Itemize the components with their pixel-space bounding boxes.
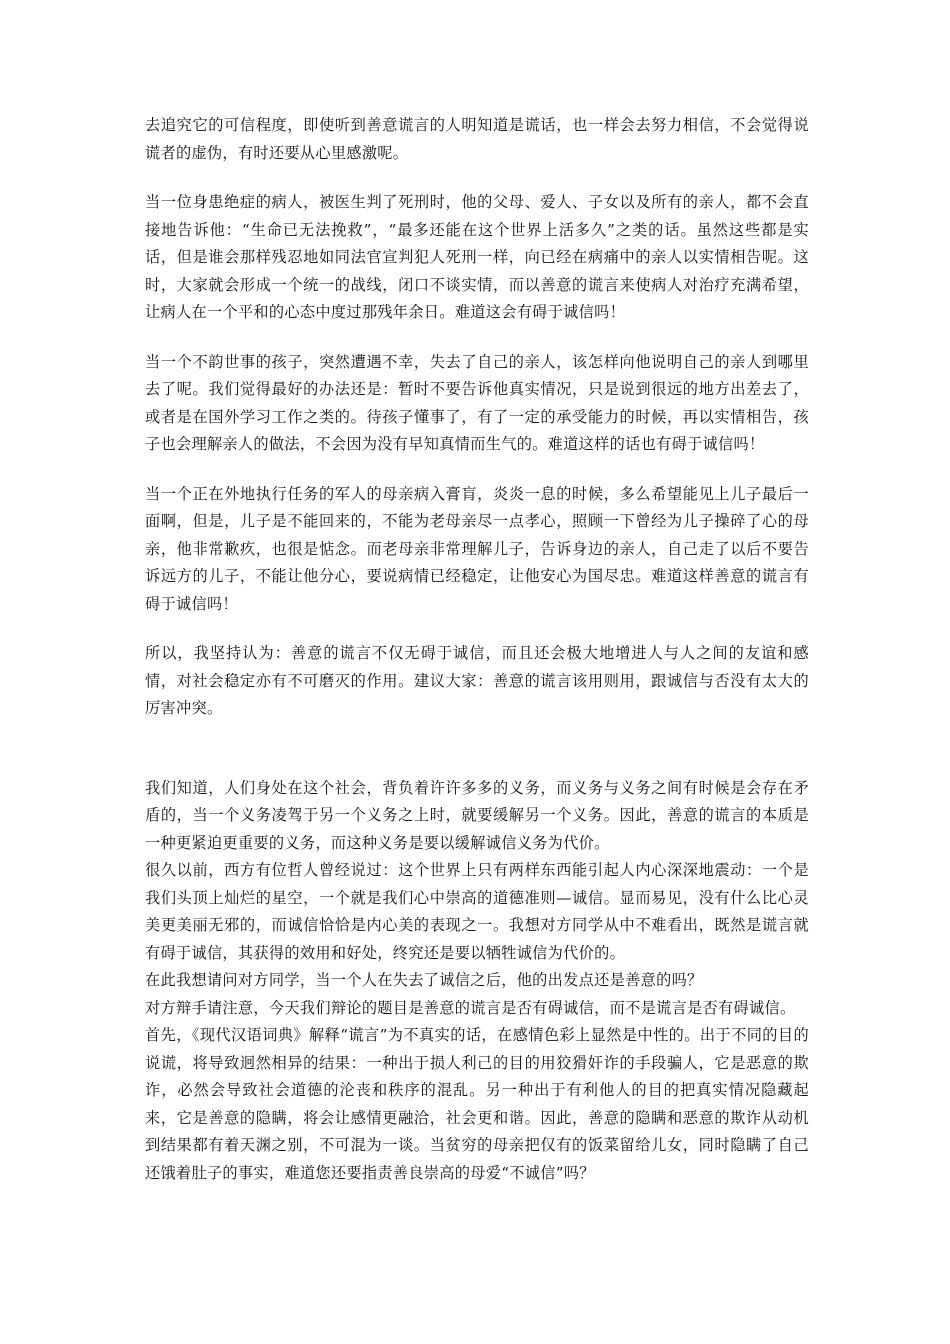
paragraph: 首先，《现代汉语词典》解释“谎言”为不真实的话，在感情色彩上显然是中性的。出于不同的目的说谎，将导致迥然相异的结果：一种出于损人利己的目的用狡猾奸诈的手段骗人，它是恶意的欺诈，必然会导致社会道德的沦丧和秩序的混乱。另一种出于有利他人的目的把真实情况隐藏起来，它是善意的隐瞒，将会让感情更融洽，社会更和谐。因此，善意的隐瞒和恶意的欺诈从动机到结果都有着天渊之别，不可混为一谈。当贫穷的母亲把仅有的饭菜留给儿女，同时隐瞒了自己还饿着肚子的事实，难道您还要指责善良崇高的母爱“不诚信”吗？ — [145, 1026, 809, 1182]
paragraph: 在此我想请问对方同学，当一个人在失去了诚信之后，他的出发点还是善意的吗？ — [145, 971, 703, 989]
paragraph: 当一个不韵世事的孩子，突然遭遇不幸，失去了自己的亲人，该怎样向他说明自己的亲人到哪里去了呢。我们觉得最好的办法还是：暂时不要告诉他真实情况，只是说到很远的地方出差去了，或者是在国外学习工作之类的。待孩子懂事了，有了一定的承受能力的时候，再以实情相告，孩子也会理解亲人的做法，不会因为没有早知真情而生气的。难道这样的话也有碍于诚信吗！ — [145, 352, 809, 453]
paragraph: 我们知道，人们身处在这个社会，背负着许许多多的义务，而义务与义务之间有时候是会存在矛盾的，当一个义务凌驾于另一个义务之上时，就要缓解另一个义务。因此，善意的谎言的本质是一种更紧迫更重要的义务，而这种义务是要以缓解诚信义务为代价。 — [145, 778, 809, 852]
paragraph: 很久以前，西方有位哲人曾经说过：这个世界上只有两样东西能引起人内心深深地震动：一个是我们头顶上灿烂的星空，一个就是我们心中崇高的道德准则—诚信。显而易见，没有什么比心灵美更美丽无邪的，而诚信恰恰是内心美的表现之一。我想对方同学从中不难看出，既然是谎言就有碍于诚信，其获得的效用和好处，终究还是要以牺牲诚信为代价的。 — [145, 861, 809, 962]
paragraph: 所以，我坚持认为：善意的谎言不仅无碍于诚信，而且还会极大地增进人与人之间的友谊和感情，对社会稳定亦有不可磨灭的作用。建议大家：善意的谎言该用则用，跟诚信与否没有太大的厉害冲突。 — [145, 644, 809, 717]
paragraph: 对方辩手请注意，今天我们辩论的题目是善意的谎言是否有碍诚信，而不是谎言是否有碍诚信。 — [145, 998, 796, 1017]
paragraph: 当一个正在外地执行任务的军人的母亲病入膏肓，炎炎一息的时候，多么希望能见上儿子最后一面啊，但是，儿子是不能回来的，不能为老母亲尽一点孝心，照顾一下曾经为儿子操碎了心的母亲，他非常歉疚，也很是惦念。而老母亲非常理解儿子，告诉身边的亲人，自己走了以后不要告诉远方的儿子，不能让他分心，要说病情已经稳定，让他安心为国尽忠。难道这样善意的谎言有碍于诚信吗！ — [145, 484, 809, 613]
document-page — [145, 112, 809, 1187]
paragraph: 去追究它的可信程度，即使听到善意谎言的人明知道是谎话，也一样会去努力相信，不会觉得说谎者的虚伪，有时还要从心里感激呢。 — [145, 116, 809, 162]
paragraph: 当一位身患绝症的病人，被医生判了死刑时，他的父母、爱人、子女以及所有的亲人，都不会直接地告诉他：“生命已无法挽救”，“最多还能在这个世界上活多久”之类的话。虽然这些都是实话，但是谁会那样残忍地如同法官宣判犯人死刑一样，向已经在病痛中的亲人以实情相告呢。这时，大家就会形成一个统一的战线，闭口不谈实情，而以善意的谎言来使病人对治疗充满希望，让病人在一个平和的心态中度过那残年余日。难道这会有碍于诚信吗！ — [145, 193, 809, 321]
